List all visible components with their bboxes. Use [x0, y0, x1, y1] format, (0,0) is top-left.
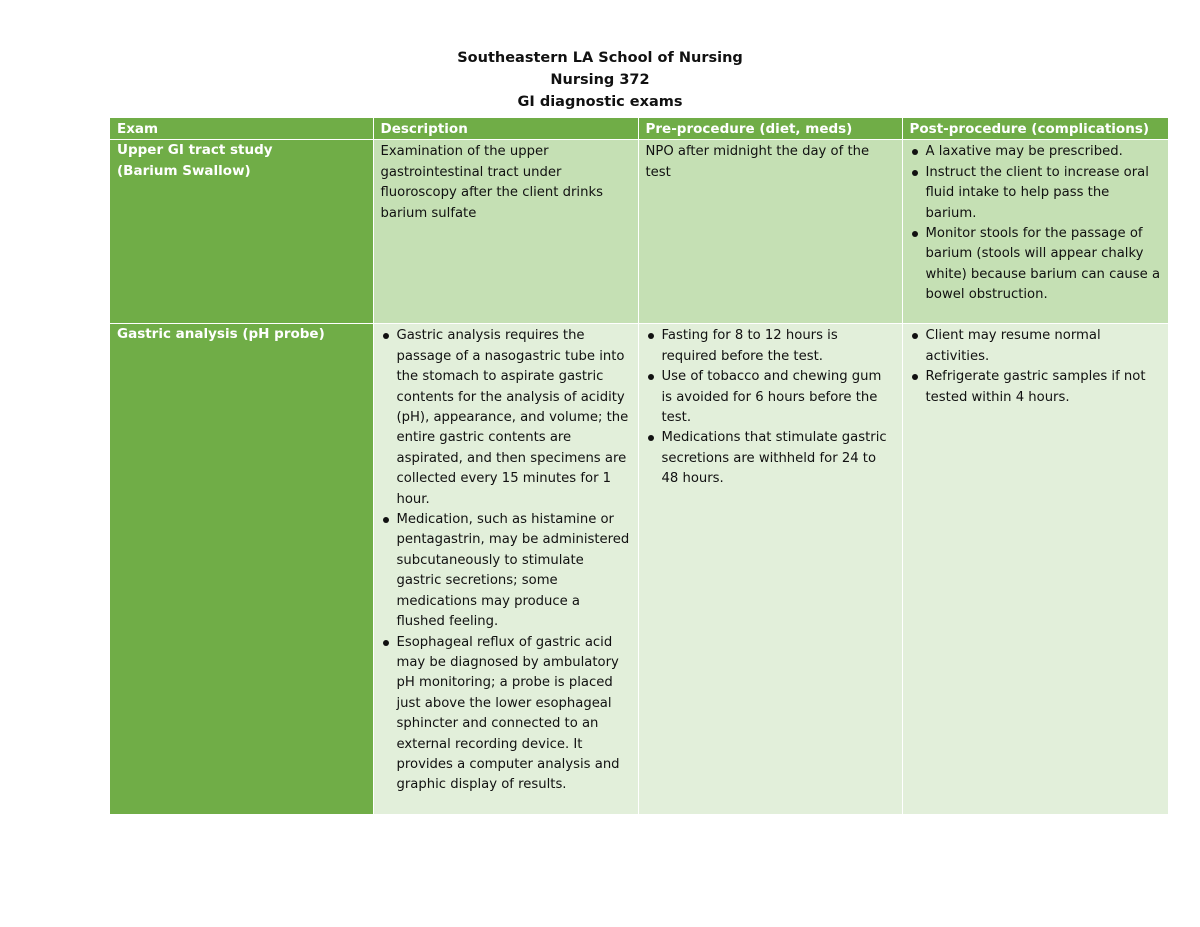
document-title: GI diagnostic exams — [517, 94, 683, 110]
list-item-text: Fasting for 8 to 12 hours is required before the test. — [661, 328, 838, 364]
bullet-icon — [383, 640, 389, 646]
diagnostic-exams-table — [110, 118, 1168, 815]
list-item-text: Monitor stools for the passage of barium (stools will appear chalky white) because barium can cause a bowel obstruction. — [925, 226, 1161, 303]
table-header-row — [110, 118, 1168, 140]
exam-subtitle: (Barium Swallow) — [117, 162, 251, 179]
description-list — [381, 326, 631, 795]
list-item-text: Medication, such as histamine or pentagastrin, may be administered subcutaneously to stimulate gastric secretions; some medications may produce a flushed feeling. — [396, 512, 630, 630]
list-item-text: Gastric analysis requires the passage of a nasogastric tube into the stomach to aspirate gastric contents for the analysis of acidity (pH), appearance, and volume; the entire gastric contents are aspirated, and then specimens are collected every 15 minutes for 1 hour. — [396, 328, 629, 507]
exam-cell — [110, 324, 373, 815]
pre-procedure-cell: NPO after midnight the day of the test — [638, 140, 902, 324]
list-item — [910, 142, 1162, 162]
bullet-icon — [648, 435, 654, 441]
pre-procedure-list — [646, 326, 895, 489]
table-row — [110, 324, 1168, 815]
bullet-icon — [912, 149, 918, 155]
list-item — [646, 428, 895, 489]
bullet-icon — [383, 333, 389, 339]
list-item-text: Instruct the client to increase oral fluid intake to help pass the barium. — [925, 164, 1149, 221]
list-item — [910, 163, 1162, 224]
post-procedure-list — [910, 326, 1162, 408]
post-procedure-cell — [902, 140, 1168, 324]
column-header-description: Description — [373, 118, 638, 140]
exam-name: Gastric analysis (pH probe) — [117, 326, 325, 343]
column-header-post-procedure: Post-procedure (complications) — [902, 118, 1168, 140]
list-item-text: Esophageal reflux of gastric acid may be diagnosed by ambulatory pH monitoring; a probe is placed just above the lower esophageal sphincter and connected to an external recording device. It provides a computer analysis and graphic display of results. — [396, 634, 620, 793]
bullet-icon — [648, 374, 654, 380]
description-cell: Examination of the upper gastrointestinal tract under fluoroscopy after the client drinks barium sulfate — [373, 140, 638, 324]
document-header — [0, 47, 1200, 113]
exam-cell — [110, 140, 373, 324]
description-cell — [373, 324, 638, 815]
bullet-icon — [912, 231, 918, 237]
bullet-icon — [648, 333, 654, 339]
list-item-text: Medications that stimulate gastric secretions are withheld for 24 to 48 hours. — [661, 430, 887, 487]
bullet-icon — [912, 374, 918, 380]
post-procedure-list — [910, 142, 1162, 305]
list-item — [910, 326, 1162, 367]
table-row — [110, 140, 1168, 324]
list-item — [381, 510, 631, 632]
school-name: Southeastern LA School of Nursing — [457, 50, 743, 66]
column-header-exam: Exam — [110, 118, 373, 140]
list-item — [910, 367, 1162, 408]
list-item-text: Refrigerate gastric samples if not tested within 4 hours. — [925, 369, 1146, 405]
pre-procedure-cell — [638, 324, 902, 815]
column-header-pre-procedure: Pre-procedure (diet, meds) — [638, 118, 902, 140]
list-item-text: A laxative may be prescribed. — [925, 144, 1123, 160]
course-name: Nursing 372 — [550, 72, 650, 88]
list-item — [646, 326, 895, 367]
bullet-icon — [912, 333, 918, 339]
list-item-text: Client may resume normal activities. — [925, 328, 1101, 364]
bullet-icon — [383, 517, 389, 523]
post-procedure-cell — [902, 324, 1168, 815]
list-item-text: Use of tobacco and chewing gum is avoided for 6 hours before the test. — [661, 369, 882, 426]
exam-name: Upper GI tract study — [117, 142, 273, 159]
list-item — [646, 367, 895, 428]
list-item — [381, 326, 631, 510]
list-item — [910, 224, 1162, 306]
bullet-icon — [912, 170, 918, 176]
list-item — [381, 633, 631, 796]
